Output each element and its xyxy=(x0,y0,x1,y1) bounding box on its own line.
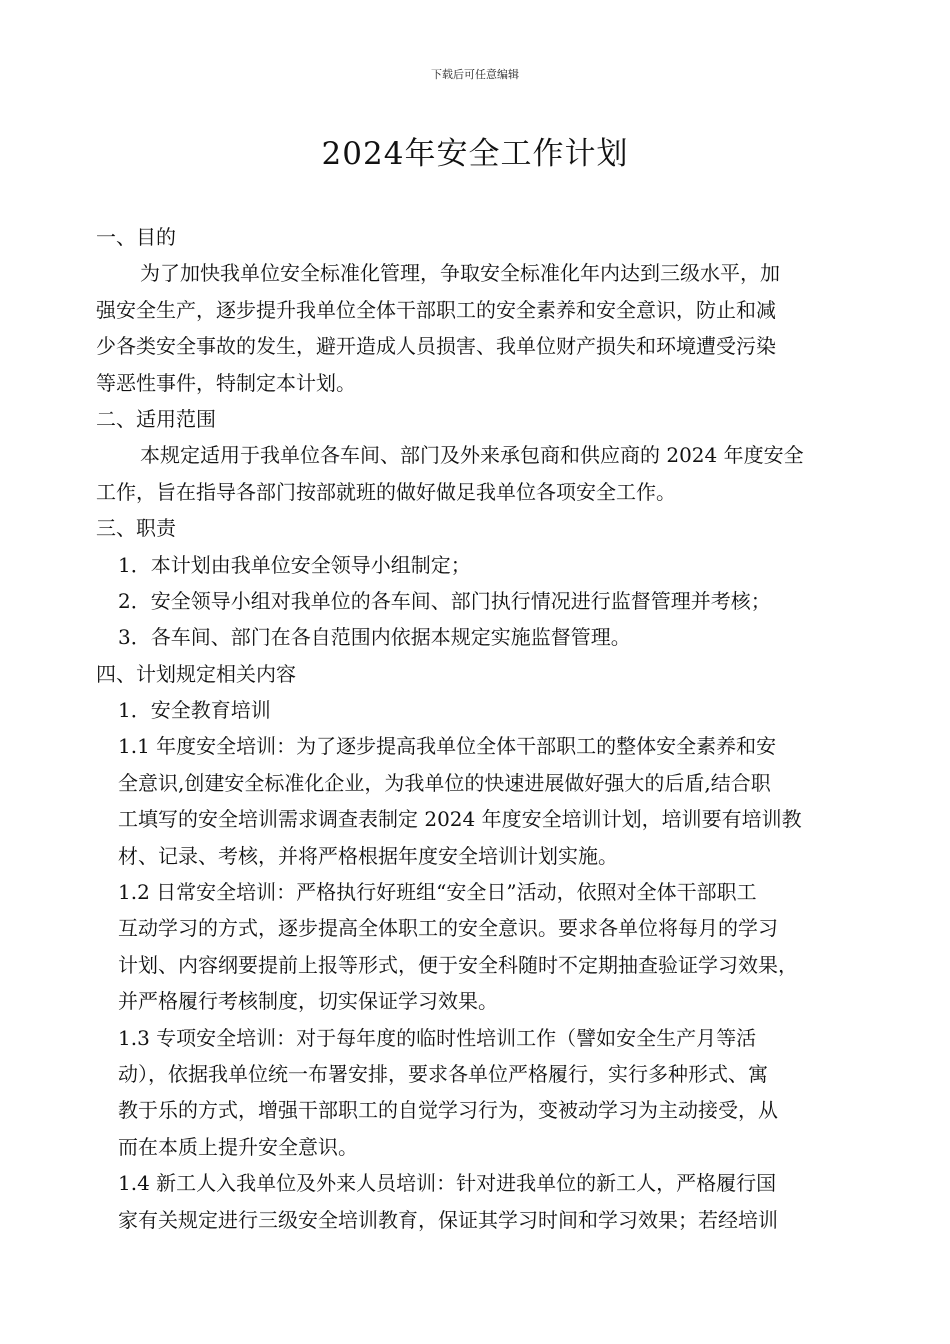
text-line: 四、计划规定相关内容 xyxy=(96,661,296,686)
header-note: 下载后可任意编辑 xyxy=(431,68,519,81)
text-line: 家有关规定进行三级安全培训教育，保证其学习时间和学习效果；若经培训 xyxy=(118,1207,778,1232)
text-line: 材、记录、考核，并将严格根据年度安全培训计划实施。 xyxy=(118,843,618,868)
text-line: 互动学习的方式，逐步提高全体职工的安全意识。要求各单位将每月的学习 xyxy=(118,916,778,941)
text-line: 2．安全领导小组对我单位的各车间、部门执行情况进行监督管理并考核； xyxy=(118,588,771,613)
document-body xyxy=(96,219,876,1238)
document-title: 2024年安全工作计划 xyxy=(321,136,629,172)
text-line: 工填写的安全培训需求调查表制定 2024 年度安全培训计划，培训要有培训教 xyxy=(118,807,802,832)
text-line: 本规定适用于我单位各车间、部门及外来承包商和供应商的 2024 年度安全 xyxy=(140,443,804,468)
text-line: 少各类安全事故的发生，避开造成人员损害、我单位财产损失和环境遭受污染 xyxy=(96,334,776,359)
text-line: 强安全生产，逐步提升我单位全体干部职工的安全素养和安全意识，防止和减 xyxy=(96,297,776,322)
text-line: 而在本质上提升安全意识。 xyxy=(118,1134,358,1159)
text-line: 三、职责 xyxy=(96,516,176,541)
text-line: 1．本计划由我单位安全领导小组制定； xyxy=(118,552,471,577)
text-line: 一、目的 xyxy=(96,225,176,249)
text-line: 1.4 新工人入我单位及外来人员培训：针对进我单位的新工人，严格履行国 xyxy=(118,1171,777,1196)
text-line: 并严格履行考核制度，切实保证学习效果。 xyxy=(118,989,498,1014)
text-line: 1.1 年度安全培训：为了逐步提高我单位全体干部职工的整体安全素养和安 xyxy=(118,734,777,759)
text-line: 1.3 专项安全培训：对于每年度的临时性培训工作（譬如安全生产月等活 xyxy=(118,1025,757,1050)
text-line: 动），依据我单位统一布署安排，要求各单位严格履行，实行多种形式、寓 xyxy=(118,1061,768,1086)
text-line: 全意识,创建安全标准化企业，为我单位的快速进展做好强大的后盾,结合职 xyxy=(118,770,771,795)
text-line: 3．各车间、部门在各自范围内依据本规定实施监督管理。 xyxy=(118,625,631,650)
text-line: 1．安全教育培训 xyxy=(118,698,271,723)
text-line: 等恶性事件，特制定本计划。 xyxy=(96,370,356,395)
text-line: 计划、内容纲要提前上报等形式，便于安全科随时不定期抽查验证学习效果， xyxy=(118,952,798,977)
text-line: 工作，旨在指导各部门按部就班的做好做足我单位各项安全工作。 xyxy=(96,479,676,504)
text-line: 1.2 日常安全培训：严格执行好班组“安全日”活动，依照对全体干部职工 xyxy=(118,880,757,905)
text-line: 二、适用范围 xyxy=(96,406,216,431)
text-line: 教于乐的方式，增强干部职工的自觉学习行为，变被动学习为主动接受，从 xyxy=(118,1098,778,1123)
text-line: 为了加快我单位安全标准化管理，争取安全标准化年内达到三级水平，加 xyxy=(140,261,780,286)
